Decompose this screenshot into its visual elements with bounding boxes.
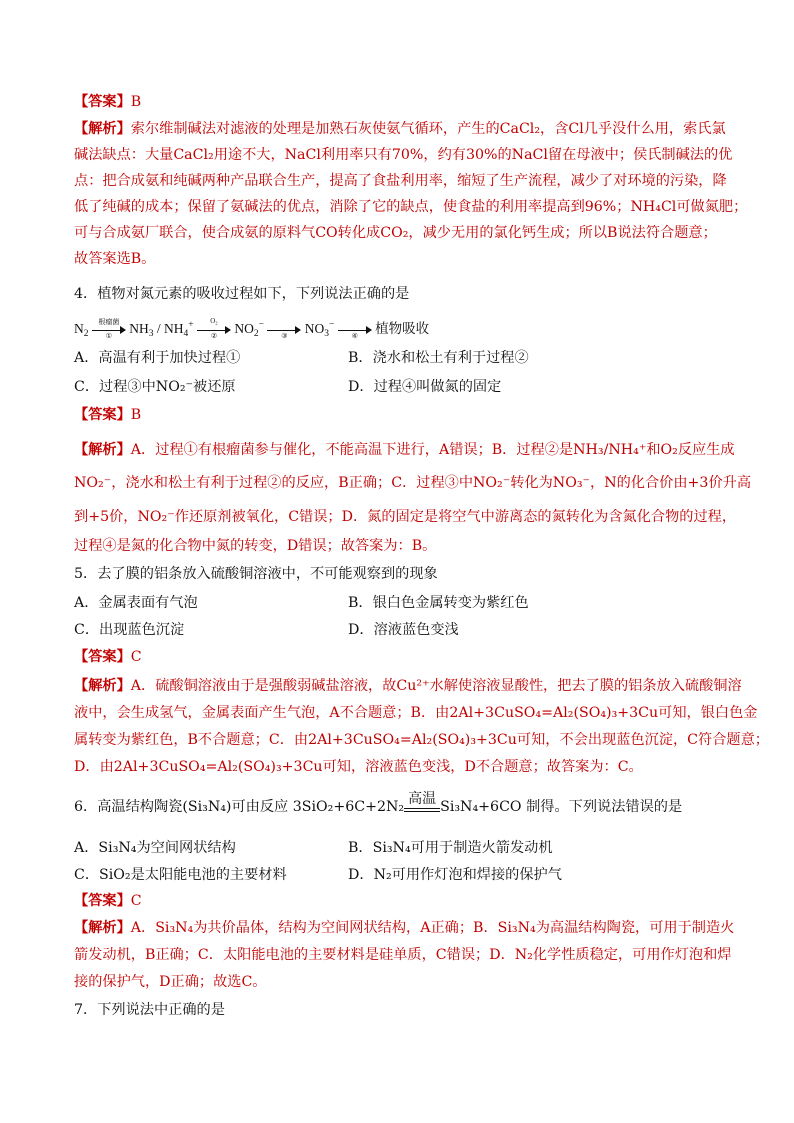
q4-analysis-line-2: NO₂⁻，浇水和松土有利于过程②的反应，B正确；C．过程③中NO₂⁻转化为NO₃⁻，N的化合价由+3价升高 [74, 475, 752, 491]
q6-analysis-line-2: 箭发动机，B正确；C．太阳能电池的主要材料是硅单质，C错误；D．N₂化学性质稳定，可用作灯泡和焊 [74, 947, 732, 963]
nitrogen-absorption-formula: $N_2$ 根瘤菌 ① $NH_3 / NH_4^+$ O₂ ② $NO_2^-$ ③ $NO_3^-$ ④ 植物吸收 [74, 316, 430, 340]
q3-analysis-line-5: 可与合成氨厂联合，使合成氨的原料气CO转化成CO₂，减少无用的氯化钙生成；所以B说法符合题意； [74, 225, 717, 241]
reaction-condition: 高温 [404, 802, 440, 812]
q4-analysis-line-1: 【解析】A．过程①有根瘤菌参与催化，不能高温下进行，A错误；B．过程②是NH₃/NH₄⁺和O₂反应生成 [74, 442, 735, 458]
q4-option-d: D．过程④叫做氮的固定 [348, 379, 502, 395]
q4-stem: 4．植物对氮元素的吸收过程如下，下列说法正确的是 [74, 286, 410, 302]
q6-option-b: B．Si₃N₄可用于制造火箭发动机 [348, 840, 553, 856]
reaction-arrow-1: 根瘤菌 ① [92, 323, 126, 337]
q5-answer-line: 【答案】C [74, 649, 142, 665]
answer-value: B [130, 94, 142, 110]
analysis-tag: 【解析】 [74, 121, 131, 137]
q6-answer-line: 【答案】C [74, 893, 142, 909]
q4-answer-line: 【答案】B [74, 407, 142, 423]
q3-analysis-line-6: 故答案选B。 [74, 251, 156, 267]
q5-option-a: A．金属表面有气泡 [74, 595, 198, 611]
q4-option-b: B．浇水和松土有利于过程② [348, 350, 529, 366]
q6-option-a: A．Si₃N₄为空间网状结构 [74, 840, 236, 856]
q5-analysis-line-1: 【解析】A．硫酸铜溶液由于是强酸弱碱盐溶液，故Cu²⁺水解使溶液显酸性，把去了膜的铝条放入硫酸铜溶 [74, 678, 742, 694]
q4-option-c: C．过程③中NO₂⁻被还原 [74, 379, 236, 395]
q5-option-b: B．银白色金属转变为紫红色 [348, 595, 529, 611]
q3-analysis-line-4: 低了纯碱的成本；保留了氨碱法的优点，消除了它的缺点，使食盐的利用率提高到96%；NH₄Cl可做氮肥； [74, 199, 748, 215]
q5-option-d: D．溶液蓝色变浅 [348, 622, 459, 638]
q6-analysis-line-3: 接的保护气，D正确；故选C。 [74, 974, 267, 990]
reaction-arrow-2: O₂ ② [197, 323, 231, 337]
reaction-arrow-3: ③ [267, 323, 301, 337]
q6-stem: 6．高温结构陶瓷(Si₃N₄)可由反应 3SiO₂+6C+2N₂ 高温 Si₃N₄+6CO 制得。下列说法错误的是 [74, 791, 683, 815]
q7-stem: 7．下列说法中正确的是 [74, 1002, 225, 1018]
q3-analysis-line-1 [74, 119, 726, 139]
reaction-arrow-4: ④ [338, 323, 372, 337]
answer-tag: 【答案】 [74, 94, 131, 110]
q3-analysis-line-2: 碱法缺点：大量CaCl₂用途不大，NaCl利用率只有70%，约有30%的NaCl留在母液中；侯氏制碱法的优 [74, 147, 733, 163]
q6-option-c: C．SiO₂是太阳能电池的主要材料 [74, 867, 287, 883]
q6-option-d: D．N₂可用作灯泡和焊接的保护气 [348, 867, 562, 883]
q3-answer-line [74, 92, 141, 112]
analysis-text: 索尔维制碱法对滤液的处理是加熟石灰使氨气循环，产生的CaCl₂，含Cl几乎没什么用，索氏氯 [130, 121, 726, 137]
q4-analysis-line-3: 到+5价，NO₂⁻作还原剂被氧化，C错误；D．氮的固定是将空气中游离态的氮转化为含氮化合物的过程， [74, 509, 737, 525]
q5-analysis-line-2: 液中，会生成氢气，金属表面产生气泡，A不合题意；B．由2Al+3CuSO₄=Al₂(SO₄)₃+3Cu可知，银白色金 [74, 705, 758, 721]
q5-option-c: C．出现蓝色沉淀 [74, 622, 185, 638]
q3-analysis-line-3: 点：把合成氨和纯碱两种产品联合生产，提高了食盐利用率，缩短了生产流程，减少了对环境的污染，降 [74, 173, 727, 189]
q4-analysis-line-4: 过程④是氮的化合物中氮的转变，D错误；故答案为：B。 [74, 538, 437, 554]
q5-analysis-line-4: D．由2Al+3CuSO₄=Al₂(SO₄)₃+3Cu可知，溶液蓝色变浅，D不合题意；故答案为：C。 [74, 759, 643, 775]
q5-stem: 5．去了膜的铝条放入硫酸铜溶液中，不可能观察到的现象 [74, 566, 438, 582]
q5-analysis-line-3: 属转变为紫红色，B不合题意；C．由2Al+3CuSO₄=Al₂(SO₄)₃+3Cu可知，不会出现蓝色沉淀，C符合题意； [74, 732, 769, 748]
q6-analysis-line-1: 【解析】A．Si₃N₄为共价晶体，结构为空间网状结构，A正确；B．Si₃N₄为高温结构陶瓷，可用于制造火 [74, 920, 735, 936]
q4-option-a: A．高温有利于加快过程① [74, 350, 241, 366]
